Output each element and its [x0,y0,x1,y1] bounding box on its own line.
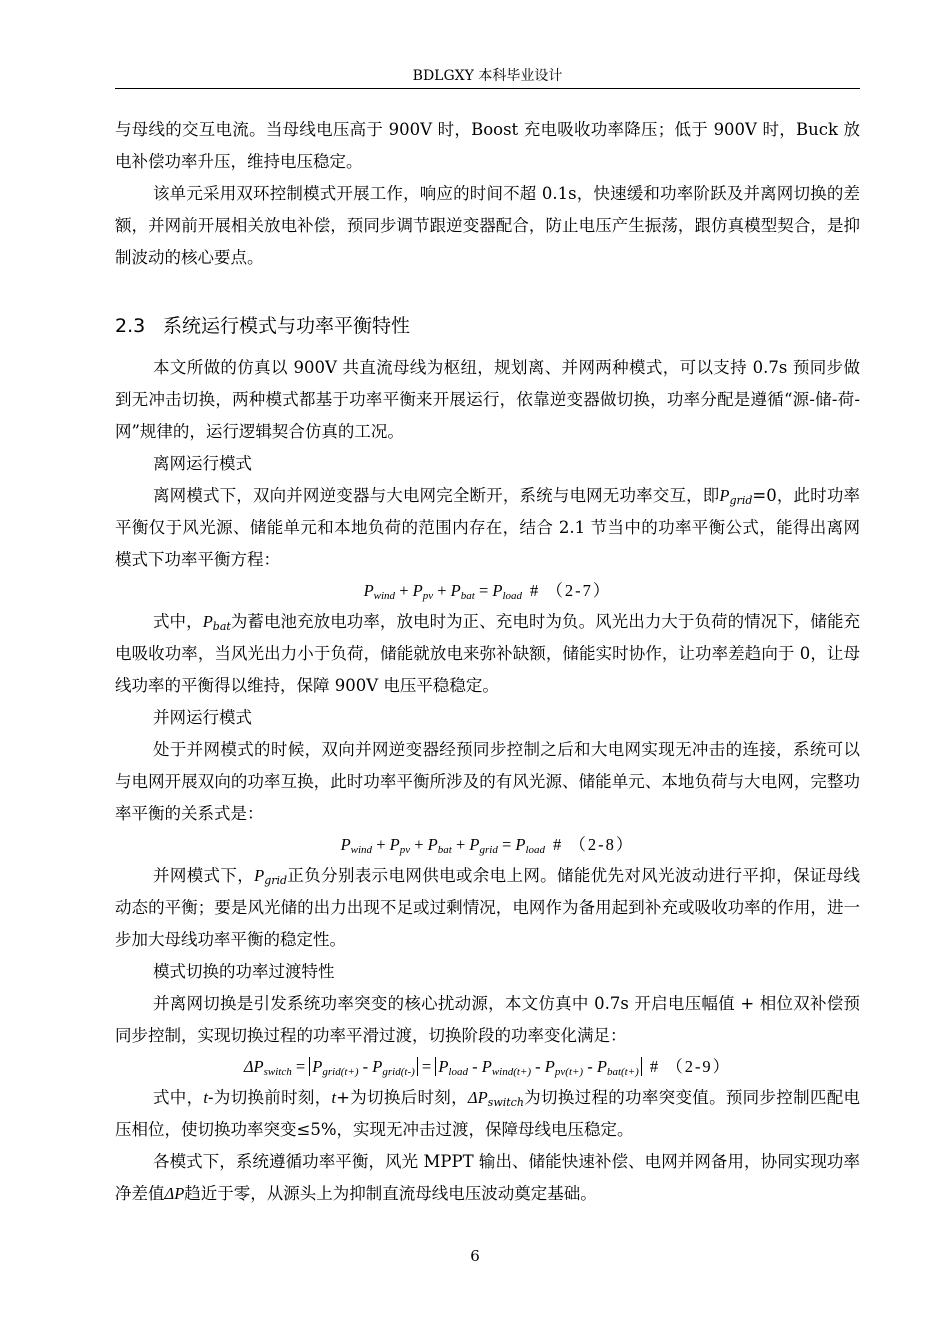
section-number: 2.3 [115,315,146,337]
paragraph-5 [115,606,860,702]
symbol-delta: Δ [467,1088,478,1107]
eq-sub-load: load [502,590,523,602]
paragraph-9-text-c: +为切换后时刻， [336,1088,468,1107]
eq-p: P [596,1057,607,1076]
equation-tag: # （2-7） [530,581,612,600]
eq-sub-pv: pv [422,590,434,602]
page-content [115,114,860,1210]
paragraph-1: 与母线的交互电流。当母线电压高于 900V 时，Boost 充电吸收功率降压；低于 900V 时，Buck 放电补偿功率升压，维持电压稳定。 [115,120,860,171]
eq-sub-load: load [525,844,546,856]
subscript-bat: bat [212,620,231,633]
eq-p: P [427,835,438,854]
running-header: BDLGXY 本科毕业设计 [115,64,860,89]
eq-p: P [544,1057,555,1076]
eq-sub-grid: grid [382,1066,401,1078]
eq-p: P [469,835,480,854]
symbol-p: P [202,612,213,631]
eq-p: P [450,581,461,600]
section-heading [115,308,860,344]
paragraph-7-text-b: 正负分别表示电网供电或余电上网。储能优先对风光波动进行平抑，保证母线动态的平衡；要是风光储的出力出现不足或过剩情况，电网作为备用起到补充或吸收功率的作用，进一步加大母线功率平衡的稳定性。 [115,866,861,949]
eq-delta: Δ [243,1057,254,1076]
eq-p: P [389,835,400,854]
eq-p: P [492,581,503,600]
paragraph-4 [115,480,860,576]
paragraph-10 [115,1146,860,1210]
eq-sub-tplus: (t+) [340,1066,359,1078]
eq-sub-tplus: (t+) [565,1066,584,1078]
eq-sub-bat: bat [437,844,452,856]
section-title: 系统运行模式与功率平衡特性 [163,315,411,337]
eq-sub-wind: wind [373,590,396,602]
paragraph-9 [115,1082,860,1146]
eq-sub-grid: grid [322,1066,341,1078]
eq-sub-tplus: (t+) [621,1066,639,1078]
paragraph-4-text-a: 离网模式下，双向并网逆变器与大电网完全断开，系统与电网无功率交互，即 [153,486,720,505]
symbol-p: P [254,866,265,885]
subscript-switch: switch [487,1096,524,1109]
eq-sub-wind-tplus [492,1066,531,1078]
paragraph-7 [115,860,860,956]
symbol-p: P [477,1088,488,1107]
eq-p: P [438,1057,449,1076]
eq-abs-2: $P_{load} - P_{wind(t+)} - P_{pv(t+)} - P_{bat(t+)}$ [435,1057,641,1076]
symbol-t: t [203,1088,209,1107]
paragraph-5-text-a: 式中， [153,612,203,631]
equation-tag: # （2-9） [649,1057,732,1076]
eq-sub-grid-tminus [382,1066,414,1078]
eq-sub-bat-tplus [607,1066,639,1078]
eq-p: P [312,1057,323,1076]
paragraph-6: 处于并网模式的时候，双向并网逆变器经预同步控制之后和大电网实现无冲击的连接，系统可以与电网开展双向的功率互换，此时功率平衡所涉及的有风光源、储能单元、本地负荷与大电网，完整功率平衡的关系式是： [115,740,860,823]
eq-sub-load: load [448,1066,468,1078]
eq-sub-pv: pv [554,1066,566,1078]
eq-sub-wind: wind [491,1066,514,1078]
eq-p: P [372,1057,383,1076]
eq-p: P [340,835,351,854]
subheading-offgrid: 离网运行模式 [153,454,252,473]
paragraph-9-text-a: 式中， [153,1088,204,1107]
symbol-delta: Δ [164,1184,175,1203]
eq-sub-wind: wind [350,844,373,856]
eq-sub-tminus: (t-) [400,1066,415,1078]
eq-abs-1: $P_{grid(t+)} - P_{grid(t-)}$ [309,1057,417,1076]
symbol-p: P [174,1184,185,1203]
paragraph-5-text-b: 为蓄电池充放电功率，放电时为正、充电时为负。风光出力大于负荷的情况下，储能充电吸收功率，当风光出力小于负荷，储能就放电来弥补缺额，储能实时协作，让功率差趋向于 0，让母线功率的平衡得以维持，保障 900V 电压平稳稳定。 [115,612,861,695]
symbol-t: t [331,1088,337,1107]
paragraph-9-text-d: 为切换过程的功率突变值。预同步控制匹配电压相位，使切换功率突变≤5%，实现无冲击过渡，保障母线电压稳定。 [115,1088,861,1139]
subscript-grid: grid [264,874,288,887]
eq-sub-bat: bat [460,590,475,602]
eq-sub-switch: switch [263,1066,292,1078]
equation-2-9: $\Delta P_{switch} = P_{grid(t+)} - P_{grid(t-)} = P_{load} - P_{wind(t+)} - P_{pv(t+)} - P_{bat(t+)}$ # （2-9） [243,1057,732,1078]
symbol-p: P [719,486,730,505]
paragraph-9-text-b: -为切换前时刻， [208,1088,332,1107]
equation-tag: # （2-8） [553,835,635,854]
eq-sub-tplus: (t+) [513,1066,532,1078]
subheading-transition: 模式切换的功率过渡特性 [153,962,335,981]
eq-sub-bat: bat [606,1066,621,1078]
paragraph-10-text-a: 各模式下，系统遵循功率平衡，风光 MPPT 输出、储能快速补偿、电网并网备用，协同实现功率净差值 [115,1152,860,1203]
equation-2-7: $P_{wind} + P_{pv} + P_{bat} = P_{load}$ # （2-7） [363,581,612,602]
paragraph-4-text-b: =0，此时功率平衡仅于风光源、储能单元和本地负荷的范围内存在，结合 2.1 节当中的功率平衡公式，能得出离网模式下功率平衡方程： [115,486,860,569]
eq-sub-pv-tplus [555,1066,583,1078]
eq-p: P [481,1057,492,1076]
equation-2-8: $P_{wind} + P_{pv} + P_{bat} + P_{grid} = P_{load}$ # （2-8） [340,835,635,856]
paragraph-3: 本文所做的仿真以 900V 共直流母线为枢纽，规划离、并网两种模式，可以支持 0.7s 预同步做到无冲击切换，两种模式都基于功率平衡来开展运行，依靠逆变器做切换，功率分配是遵循“源-储-荷-网”规律的，运行逻辑契合仿真的工况。 [115,358,860,441]
page-number: 6 [470,1247,480,1265]
subheading-ongrid: 并网运行模式 [153,708,252,727]
eq-p: P [253,1057,264,1076]
eq-sub-grid: grid [479,844,498,856]
eq-p: P [363,581,374,600]
eq-sub-grid-tplus [322,1066,358,1078]
paragraph-7-text-a: 并网模式下， [153,866,255,885]
eq-p: P [515,835,526,854]
eq-p: P [412,581,423,600]
paragraph-10-text-b: 趋近于零，从源头上为抑制直流母线电压波动奠定基础。 [184,1184,597,1203]
eq-sub-pv: pv [399,844,411,856]
subscript-grid: grid [729,494,753,507]
paragraph-8: 并离网切换是引发系统功率突变的核心扰动源，本文仿真中 0.7s 开启电压幅值 + 相位双补偿预同步控制，实现切换过程的功率平滑过渡，切换阶段的功率变化满足： [115,994,860,1045]
paragraph-2: 该单元采用双环控制模式开展工作，响应的时间不超 0.1s，快速缓和功率阶跃及并离网切换的差额，并网前开展相关放电补偿，预同步调节跟逆变器配合，防止电压产生振荡，跟仿真模型契合，是抑制波动的核心要点。 [115,184,860,267]
